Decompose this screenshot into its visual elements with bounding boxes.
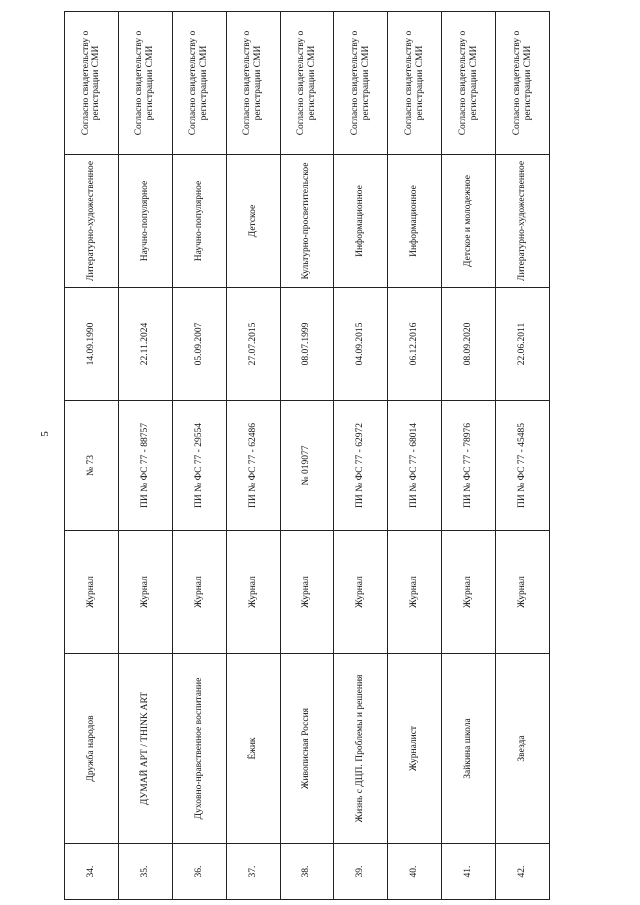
- territory-cell: Согласно свидетельству о регистрации СМИ: [442, 12, 496, 155]
- table-row: [280, 12, 334, 900]
- registration-date-cell: 06.12.2016: [388, 288, 442, 401]
- specialization-cell: Информационное: [388, 155, 442, 288]
- media-name-cell: Живописная Россия: [280, 654, 334, 844]
- registration-number-cell: ПИ № ФС 77 - 78976: [442, 401, 496, 531]
- row-number-cell: 39.: [334, 844, 388, 900]
- row-number-cell: 38.: [280, 844, 334, 900]
- territory-cell: Согласно свидетельству о регистрации СМИ: [118, 12, 172, 155]
- specialization-cell: Научно-популярное: [118, 155, 172, 288]
- territory-cell: Согласно свидетельству о регистрации СМИ: [334, 12, 388, 155]
- registry-table-body: [65, 12, 550, 900]
- media-name-cell: ДУМАЙ АРТ / THINK ART: [118, 654, 172, 844]
- media-type-cell: Журнал: [118, 531, 172, 654]
- registration-date-cell: 05.09.2007: [172, 288, 226, 401]
- registration-date-cell: 04.09.2015: [334, 288, 388, 401]
- media-type-cell: Журнал: [388, 531, 442, 654]
- media-type-cell: Журнал: [172, 531, 226, 654]
- registration-date-cell: 08.09.2020: [442, 288, 496, 401]
- registration-number-cell: ПИ № ФС 77 - 29554: [172, 401, 226, 531]
- row-number-cell: 42.: [496, 844, 550, 900]
- territory-cell: Согласно свидетельству о регистрации СМИ: [172, 12, 226, 155]
- media-type-cell: Журнал: [334, 531, 388, 654]
- territory-cell: Согласно свидетельству о регистрации СМИ: [496, 12, 550, 155]
- registration-date-cell: 14.09.1990: [65, 288, 119, 401]
- media-type-cell: Журнал: [442, 531, 496, 654]
- registration-number-cell: ПИ № ФС 77 - 62486: [226, 401, 280, 531]
- specialization-cell: Культурно-просветительское: [280, 155, 334, 288]
- media-name-cell: Журналист: [388, 654, 442, 844]
- registration-number-cell: № 73: [65, 401, 119, 531]
- territory-cell: Согласно свидетельству о регистрации СМИ: [388, 12, 442, 155]
- table-row: [226, 12, 280, 900]
- media-name-cell: Зайкина школа: [442, 654, 496, 844]
- registration-number-cell: № 019077: [280, 401, 334, 531]
- registry-table: [64, 11, 550, 900]
- territory-cell: Согласно свидетельству о регистрации СМИ: [65, 12, 119, 155]
- specialization-cell: Детское и молодежное: [442, 155, 496, 288]
- registration-date-cell: 08.07.1999: [280, 288, 334, 401]
- rotated-table-area: [64, 12, 550, 900]
- registration-number-cell: ПИ № ФС 77 - 45485: [496, 401, 550, 531]
- row-number-cell: 34.: [65, 844, 119, 900]
- table-row: [334, 12, 388, 900]
- media-type-cell: Журнал: [496, 531, 550, 654]
- registration-date-cell: 22.11.2024: [118, 288, 172, 401]
- row-number-cell: 36.: [172, 844, 226, 900]
- registration-date-cell: 22.06.2011: [496, 288, 550, 401]
- media-name-cell: Звезда: [496, 654, 550, 844]
- registration-number-cell: ПИ № ФС 77 - 68014: [388, 401, 442, 531]
- row-number-cell: 40.: [388, 844, 442, 900]
- media-type-cell: Журнал: [280, 531, 334, 654]
- specialization-cell: Информационное: [334, 155, 388, 288]
- table-row: [118, 12, 172, 900]
- specialization-cell: Научно-популярное: [172, 155, 226, 288]
- specialization-cell: Литературно-художественное: [65, 155, 119, 288]
- registration-number-cell: ПИ № ФС 77 - 88757: [118, 401, 172, 531]
- media-name-cell: Духовно-нравственное воспитание: [172, 654, 226, 844]
- media-name-cell: Жизнь с ДЦП. Проблемы и решения: [334, 654, 388, 844]
- territory-cell: Согласно свидетельству о регистрации СМИ: [280, 12, 334, 155]
- table-row: [442, 12, 496, 900]
- table-row: [496, 12, 550, 900]
- table-row: [172, 12, 226, 900]
- page-number: 5: [38, 431, 51, 437]
- media-type-cell: Журнал: [65, 531, 119, 654]
- row-number-cell: 41.: [442, 844, 496, 900]
- media-name-cell: Ёжик: [226, 654, 280, 844]
- registration-number-cell: ПИ № ФС 77 - 62972: [334, 401, 388, 531]
- row-number-cell: 35.: [118, 844, 172, 900]
- row-number-cell: 37.: [226, 844, 280, 900]
- registration-date-cell: 27.07.2015: [226, 288, 280, 401]
- table-row: [388, 12, 442, 900]
- territory-cell: Согласно свидетельству о регистрации СМИ: [226, 12, 280, 155]
- media-type-cell: Журнал: [226, 531, 280, 654]
- landscape-layer: [64, 12, 550, 900]
- specialization-cell: Литературно-художественное: [496, 155, 550, 288]
- table-row: [65, 12, 119, 900]
- specialization-cell: Детское: [226, 155, 280, 288]
- media-name-cell: Дружба народов: [65, 654, 119, 844]
